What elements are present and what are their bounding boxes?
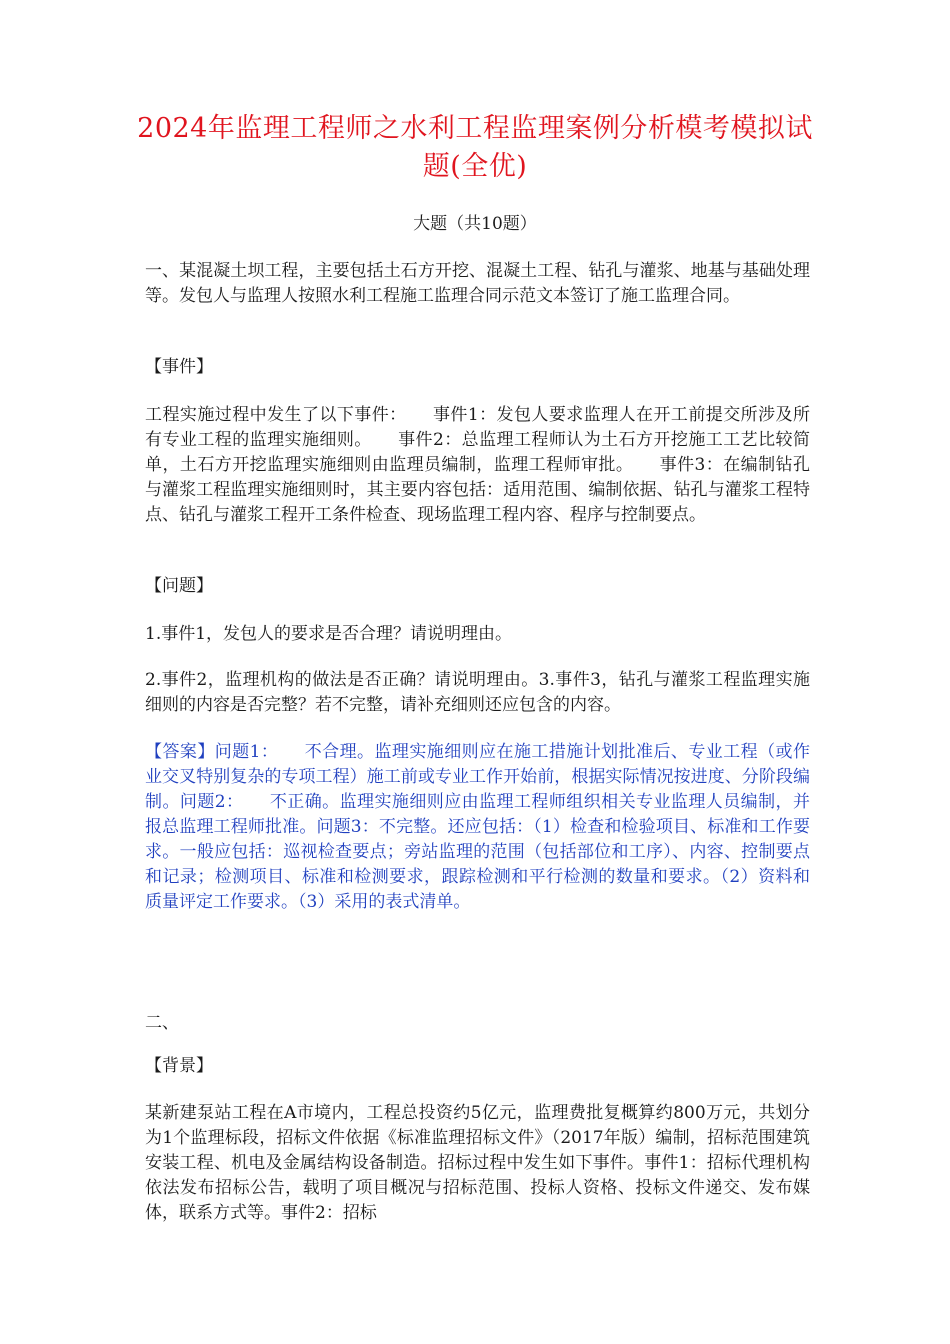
q1-intro: 一、某混凝土坝工程，主要包括土石方开挖、混凝土工程、钻孔与灌浆、地基与基础处理等。发包人与监理人按照水利工程施工监理合同示范文本签订了施工监理合同。: [145, 261, 810, 306]
q2-background-heading: 【背景】: [145, 1056, 213, 1076]
q1-answer: 【答案】问题1： 不合理。监理实施细则应在施工措施计划批准后、专业工程（或作业交叉特别复杂的专项工程）施工前或专业工作开始前，根据实际情况按进度、分阶段编制。问题2： 不正确。监理实施细则应由监理工程师组织相关专业监理人员编制，并报总监理工程师批准。问题3：不完整。还应包括：（1）检查和检验项目、标准和工作要求。一般应包括：巡视检查要点；旁站监理的范围（包括部位和工序）、内容、控制要点和记录；检测项目、标准和检测要求，跟踪检测和平行检测的数量和要求。（2）资料和质量评定工作要求。（3）采用的表式清单。: [145, 742, 810, 912]
q1-events-heading: 【事件】: [145, 357, 213, 377]
q1-questions-heading: 【问题】: [145, 576, 213, 596]
q2-background-text: 某新建泵站工程在A市境内，工程总投资约5亿元，监理费批复概算约800万元，共划分为1个监理标段，招标文件依据《标准监理招标文件》（2017年版）编制，招标范围建筑安装工程、机电及金属结构设备制造。招标过程中发生如下事件。事件1：招标代理机构依法发布招标公告，载明了项目概况与招标范围、投标人资格、投标文件递交、发布媒体，联系方式等。事件2：招标: [145, 1103, 810, 1223]
section-subtitle: 大题（共10题）: [413, 214, 537, 234]
q1-events-text: 工程实施过程中发生了以下事件： 事件1：发包人要求监理人在开工前提交所涉及所有专业工程的监理实施细则。 事件2：总监理工程师认为土石方开挖施工工艺比较简单，土石方开挖监理实施细则由监理员编制，监理工程师审批。 事件3：在编制钻孔与灌浆工程监理实施细则时，其主要内容包括：适用范围、编制依据、钻孔与灌浆工程特点、钻孔与灌浆工程开工条件检查、现场监理工程内容、程序与控制要点。: [145, 405, 810, 525]
q1-question-2-3: 2.事件2，监理机构的做法是否正确？请说明理由。3.事件3，钻孔与灌浆工程监理实施细则的内容是否完整？若不完整，请补充细则还应包含的内容。: [145, 670, 810, 715]
q2-number: 二、: [145, 1013, 179, 1033]
q1-question-1: 1.事件1，发包人的要求是否合理？请说明理由。: [145, 624, 513, 644]
document-title: 2024年监理工程师之水利工程监理案例分析模考模拟试题(全优): [137, 113, 813, 182]
